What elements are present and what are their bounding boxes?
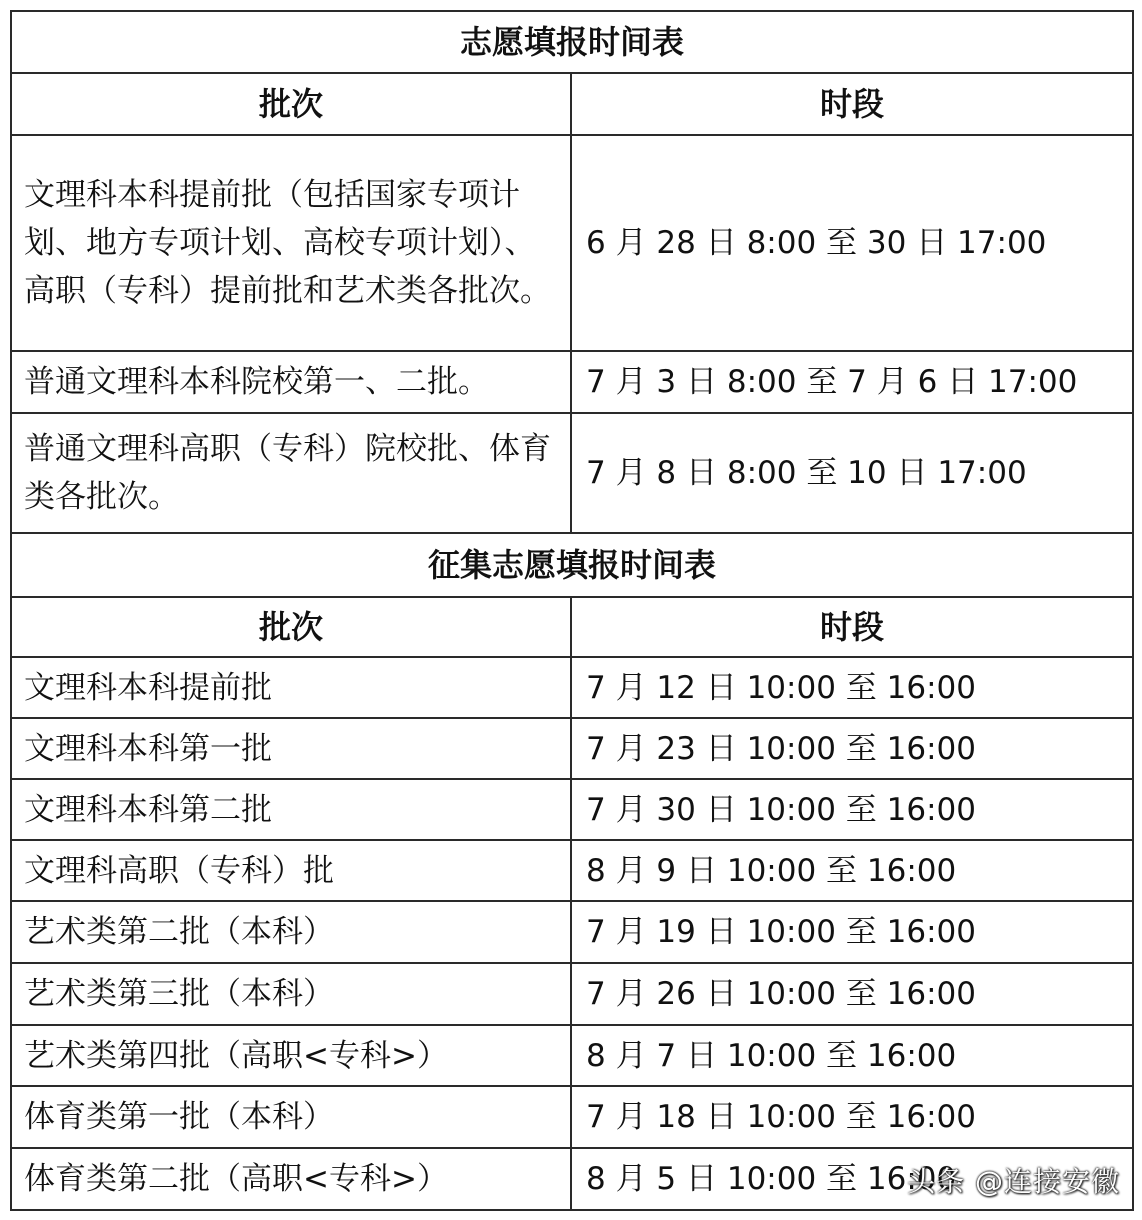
- table1-title-row: [11, 11, 1133, 73]
- table2-header-batch: 批次: [11, 597, 571, 657]
- schedule-document: [10, 10, 1132, 1210]
- batch-cell: 艺术类第二批（本科）: [11, 901, 571, 963]
- table2-title-row: [11, 533, 1133, 597]
- table-row: [11, 413, 1133, 533]
- batch-cell: 体育类第二批（高职<专科>）: [11, 1148, 571, 1210]
- batch-cell: 普通文理科本科院校第一、二批。: [11, 351, 571, 413]
- batch-cell: 文理科本科第二批: [11, 779, 571, 840]
- table1-header-row: [11, 73, 1133, 135]
- table-row: [11, 840, 1133, 901]
- time-cell: 7 月 19 日 10:00 至 16:00: [571, 901, 1133, 963]
- source-watermark: 头条 @连接安徽: [907, 1165, 1120, 1198]
- batch-cell: 普通文理科高职（专科）院校批、体育类各批次。: [11, 413, 571, 533]
- table1-header-time: 时段: [571, 73, 1133, 135]
- time-cell: 7 月 12 日 10:00 至 16:00: [571, 657, 1133, 718]
- table-row: [11, 135, 1133, 351]
- batch-cell: 艺术类第四批（高职<专科>）: [11, 1025, 571, 1086]
- schedule-table: [10, 10, 1134, 1211]
- time-cell: 8 月 9 日 10:00 至 16:00: [571, 840, 1133, 901]
- time-cell: 7 月 3 日 8:00 至 7 月 6 日 17:00: [571, 351, 1133, 413]
- table1-header-batch: 批次: [11, 73, 571, 135]
- table-row: [11, 351, 1133, 413]
- batch-cell: 体育类第一批（本科）: [11, 1086, 571, 1148]
- batch-cell: 文理科本科提前批（包括国家专项计划、地方专项计划、高校专项计划）、高职（专科）提前批和艺术类各批次。: [11, 135, 571, 351]
- batch-cell: 艺术类第三批（本科）: [11, 963, 571, 1025]
- table-row: [11, 718, 1133, 779]
- table2-title: 征集志愿填报时间表: [11, 533, 1133, 597]
- table1-title: 志愿填报时间表: [11, 11, 1133, 73]
- table2-header-row: [11, 597, 1133, 657]
- table-row: [11, 1025, 1133, 1086]
- time-cell: 7 月 30 日 10:00 至 16:00: [571, 779, 1133, 840]
- batch-cell: 文理科本科第一批: [11, 718, 571, 779]
- time-cell: 6 月 28 日 8:00 至 30 日 17:00: [571, 135, 1133, 351]
- table-row: [11, 1086, 1133, 1148]
- time-cell: 7 月 18 日 10:00 至 16:00: [571, 1086, 1133, 1148]
- time-cell: 8 月 5 日 10:00 至 16:00: [571, 1148, 1133, 1210]
- table-row: [11, 657, 1133, 718]
- batch-cell: 文理科高职（专科）批: [11, 840, 571, 901]
- table-row: [11, 963, 1133, 1025]
- time-cell: 8 月 7 日 10:00 至 16:00: [571, 1025, 1133, 1086]
- time-cell: 7 月 8 日 8:00 至 10 日 17:00: [571, 413, 1133, 533]
- table-row: [11, 779, 1133, 840]
- table2-header-time: 时段: [571, 597, 1133, 657]
- time-cell: 7 月 23 日 10:00 至 16:00: [571, 718, 1133, 779]
- batch-cell: 文理科本科提前批: [11, 657, 571, 718]
- time-cell: 7 月 26 日 10:00 至 16:00: [571, 963, 1133, 1025]
- table-row: [11, 901, 1133, 963]
